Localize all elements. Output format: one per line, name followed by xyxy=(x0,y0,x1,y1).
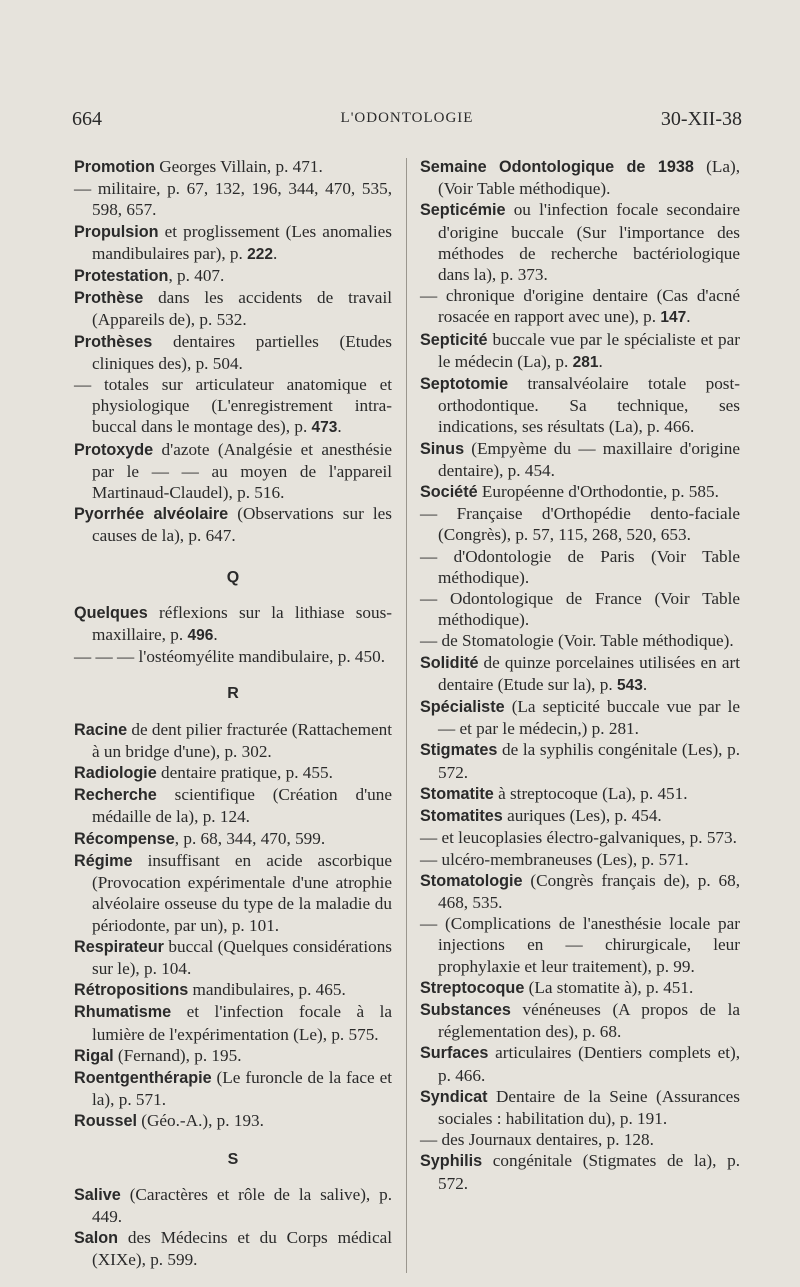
entry-text: — Française d'Orthopédie dento-faciale (Congrès), p. 57, 115, 268, 520, 653. xyxy=(420,504,740,545)
index-entry xyxy=(74,374,392,439)
page-number: 664 xyxy=(72,108,102,130)
index-entry xyxy=(74,936,392,979)
index-entry xyxy=(74,1045,392,1067)
entry-page-bold: 543 xyxy=(616,676,643,694)
entry-text: scientifique (Création d'une médaille de la), p. 124. xyxy=(92,785,392,827)
entry-text-after: . xyxy=(642,674,648,694)
index-entry xyxy=(420,1150,740,1193)
entry-page-bold: 222 xyxy=(247,245,273,263)
index-entry xyxy=(420,849,740,870)
entry-keyword: Salive xyxy=(74,1185,121,1204)
entry-keyword: Radiologie xyxy=(74,764,157,783)
entry-text: — chronique d'origine dentaire (Cas d'acné rosacée en rapport avec une), p. xyxy=(420,286,740,327)
entry-text: insuffisant en acide ascorbique (Provocation expérimentale d'une atrophie alvéolaire osseuse du type de la maladie du périodonte, par un), p. 101. xyxy=(92,850,392,935)
entry-text: — de Stomatologie (Voir. Table méthodique). xyxy=(420,631,734,651)
entry-text: — Odontologique de France (Voir Table méthodique). xyxy=(420,589,740,630)
index-entry xyxy=(420,977,740,999)
entry-text: auriques (Les), p. 454. xyxy=(502,806,662,826)
entry-keyword: Racine xyxy=(74,720,128,739)
entry-text: (Observations sur les causes de la), p. 647. xyxy=(92,504,392,546)
entry-text-after: . xyxy=(337,417,342,437)
entry-keyword: Semaine Odontologique de 1938 xyxy=(420,158,694,176)
entry-text: d'azote (Analgésie et anesthésie par le — — au moyen de l'appareil Martinaud-Claudel), p. 516. xyxy=(92,439,392,503)
index-entry xyxy=(420,739,740,782)
section-letter: Q xyxy=(226,568,240,586)
index-entry xyxy=(74,265,392,287)
entry-keyword: Surfaces xyxy=(420,1044,489,1063)
index-entry xyxy=(420,805,740,827)
index-entry xyxy=(74,1067,392,1110)
entry-text: (La stomatite à), p. 451. xyxy=(524,977,694,997)
entry-keyword: Stomatite xyxy=(420,784,494,803)
entry-keyword: Société xyxy=(420,483,478,502)
entry-keyword: Septotomie xyxy=(420,375,509,394)
index-entry xyxy=(74,762,392,784)
index-entry xyxy=(74,719,392,762)
index-entry xyxy=(74,503,392,546)
entry-text: congénitale (Stigmates de la), p. 572. xyxy=(438,1151,740,1193)
entry-keyword: Sinus xyxy=(420,439,465,458)
index-entry xyxy=(420,696,740,739)
index-entry xyxy=(420,630,740,651)
page-header xyxy=(72,108,742,138)
index-entry xyxy=(74,850,392,936)
index-entry xyxy=(74,646,392,667)
entry-text: dentaires partielles (Etudes cliniques des), p. 504. xyxy=(92,331,392,373)
entry-text: ou l'infection focale secondaire d'origine buccale (Sur l'importance des méthodes de recherche bactériologique dans la), p. 373. xyxy=(438,200,740,285)
index-entry xyxy=(74,979,392,1001)
entry-text: — et leucoplasies électro-galvaniques, p. 573. xyxy=(420,828,737,848)
entry-keyword: Roussel xyxy=(74,1112,137,1131)
entry-text: de dent pilier fracturée (Rattachement à un bridge d'une), p. 302. xyxy=(92,719,392,761)
entry-text: — des Journaux dentaires, p. 128. xyxy=(420,1130,654,1150)
entry-keyword: Prothèses xyxy=(74,332,153,351)
entry-text: (La), (Voir Table méthodique). xyxy=(438,157,741,199)
index-entry xyxy=(420,870,740,913)
index-entry xyxy=(74,287,392,330)
index-entry xyxy=(420,913,740,977)
entry-text-after: . xyxy=(213,625,218,645)
entry-text: (Fernand), p. 195. xyxy=(113,1045,242,1065)
index-entry xyxy=(74,1001,392,1044)
index-entry xyxy=(74,1184,392,1227)
entry-text: — totales sur articulateur anatomique et physiologique (L'enregistrement intra-buccal dans le montage des), p. xyxy=(74,375,392,437)
entry-text: réflexions sur la lithiase sous-maxillaire, p. xyxy=(92,602,392,645)
index-entry xyxy=(420,199,740,285)
index-entry xyxy=(420,503,740,545)
entry-keyword: Stigmates xyxy=(420,741,498,760)
entry-keyword: Stomatites xyxy=(420,807,503,826)
entry-text: Dentaire de la Seine (Assurances sociales : habilitation du), p. 191. xyxy=(438,1086,740,1128)
index-entry xyxy=(420,1129,740,1150)
entry-keyword: Pyorrhée alvéolaire xyxy=(74,505,229,524)
entry-text: — ulcéro-membraneuses (Les), p. 571. xyxy=(420,849,689,869)
entry-keyword: Protestation xyxy=(74,267,169,286)
index-entry xyxy=(420,588,740,630)
entry-text: vénéneuses (A propos de la réglementation des), p. 68. xyxy=(438,999,740,1042)
entry-text: mandibulaires, p. 465. xyxy=(188,980,346,1000)
entry-text: — — — l'ostéomyélite mandibulaire, p. 450. xyxy=(74,647,385,667)
section-letter: S xyxy=(227,1150,239,1168)
entry-page-bold: 147 xyxy=(660,309,687,327)
entry-keyword: Spécialiste xyxy=(420,698,505,717)
entry-text-after: . xyxy=(686,307,691,327)
entry-keyword: Septicité xyxy=(420,330,488,349)
entry-keyword: Streptocoque xyxy=(420,978,525,997)
entry-text: dans les accidents de travail (Appareils de), p. 532. xyxy=(92,288,392,330)
entry-text: (Congrès français de), p. 68, 468, 535. xyxy=(438,870,740,912)
entry-keyword: Quelques xyxy=(74,603,148,622)
entry-keyword: Substances xyxy=(420,1000,511,1019)
entry-page-bold: 473 xyxy=(311,419,338,437)
entry-text: , p. 407. xyxy=(168,266,225,286)
index-entry xyxy=(420,329,740,373)
running-title: L'ODONTOLOGIE xyxy=(340,110,474,126)
entry-keyword: Rhumatisme xyxy=(74,1003,172,1022)
entry-keyword: Prothèse xyxy=(74,289,144,308)
entry-keyword: Respirateur xyxy=(74,937,164,956)
entry-keyword: Propulsion xyxy=(74,222,159,241)
index-entry xyxy=(420,652,740,696)
entry-text: buccale vue par le spécialiste et par le médecin (La), p. xyxy=(438,329,740,371)
index-entry xyxy=(74,221,392,265)
entry-text: Européenne d'Orthodontie, p. 585. xyxy=(477,482,719,502)
index-entry xyxy=(420,156,740,199)
entry-keyword: Promotion xyxy=(74,158,155,176)
index-entry xyxy=(74,1227,392,1270)
entry-keyword: Salon xyxy=(74,1229,119,1248)
entry-keyword: Syndicat xyxy=(420,1087,488,1106)
entry-keyword: Recherche xyxy=(74,786,157,805)
entry-text: , p. 68, 344, 470, 599. xyxy=(174,828,326,848)
entry-text-after: . xyxy=(273,243,278,263)
index-entry xyxy=(420,1042,740,1085)
index-entry xyxy=(420,438,740,481)
index-entry xyxy=(420,783,740,805)
index-entry xyxy=(74,178,392,220)
entry-text: Georges Villain, p. 471. xyxy=(154,157,323,176)
index-entry xyxy=(74,331,392,374)
entry-keyword: Récompense xyxy=(74,829,175,848)
entry-text: (Empyème du — maxillaire d'origine dentaire), p. 454. xyxy=(438,438,740,480)
index-entry xyxy=(420,999,740,1042)
entry-text: (La septicité buccale vue par le — et par le médecin,) p. 281. xyxy=(438,697,740,739)
entry-text: et proglissement (Les anomalies mandibulaires par), p. xyxy=(92,221,392,263)
entry-text: à streptocoque (La), p. 451. xyxy=(493,783,688,803)
index-entry xyxy=(420,373,740,438)
index-entry xyxy=(74,784,392,827)
entry-text-after: . xyxy=(598,351,603,371)
entry-text: — militaire, p. 67, 132, 196, 344, 470, 535, 598, 657. xyxy=(74,179,392,220)
entry-text: de la syphilis congénitale (Les), p. 572. xyxy=(438,740,740,782)
entry-text: articulaires (Dentiers complets et), p. 466. xyxy=(438,1043,740,1085)
entry-keyword: Régime xyxy=(74,851,133,870)
entry-keyword: Septicémie xyxy=(420,201,506,220)
entry-keyword: Rigal xyxy=(74,1046,114,1065)
entry-page-bold: 281 xyxy=(572,353,599,371)
index-entry xyxy=(74,439,392,504)
section-letter: R xyxy=(227,685,239,703)
index-entry xyxy=(74,828,392,850)
index-entry xyxy=(420,546,740,588)
entry-text: (Le furoncle de la face et la), p. 571. xyxy=(92,1067,392,1110)
entry-keyword: Stomatologie xyxy=(420,871,523,890)
entry-page-bold: 496 xyxy=(187,627,214,645)
left-column xyxy=(74,156,392,1271)
entry-text: (Géo.-A.), p. 193. xyxy=(136,1111,264,1131)
index-entry xyxy=(74,156,392,178)
index-entry xyxy=(420,481,740,503)
entry-keyword: Protoxyde xyxy=(74,440,154,459)
entry-keyword: Solidité xyxy=(420,653,479,672)
entry-text: transalvéolaire totale post-orthodontique. Sa technique, ses indications, ses résultats (La), p. 466. xyxy=(438,374,740,437)
index-entry xyxy=(420,827,740,848)
column-divider xyxy=(406,158,407,1273)
entry-keyword: Roentgenthérapie xyxy=(74,1068,212,1087)
entry-keyword: Rétropositions xyxy=(74,981,189,1000)
entry-text: dentaire pratique, p. 455. xyxy=(156,763,333,783)
entry-text: (Caractères et rôle de la salive), p. 449. xyxy=(92,1184,392,1226)
entry-keyword: Syphilis xyxy=(420,1152,483,1171)
entry-text: buccal (Quelques considérations sur le), p. 104. xyxy=(92,936,392,978)
entry-text: des Médecins et du Corps médical (XIXe), p. 599. xyxy=(92,1228,392,1270)
index-entry xyxy=(74,1110,392,1132)
entry-text: — d'Odontologie de Paris (Voir Table méthodique). xyxy=(420,546,740,587)
index-entry xyxy=(74,602,392,646)
right-column xyxy=(420,156,740,1194)
entry-text: et l'infection focale à la lumière de l'expérimentation (Le), p. 575. xyxy=(92,1002,392,1044)
issue-date: 30-XII-38 xyxy=(660,108,742,130)
entry-text: — (Complications de l'anesthésie locale par injections en — chirurgicale, leur prophylaxie et leur traitement), p. 99. xyxy=(420,914,740,976)
entry-text: de quinze porcelaines utilisées en art dentaire (Etude sur la), p. xyxy=(438,652,740,694)
index-entry xyxy=(420,285,740,328)
index-entry xyxy=(420,1086,740,1129)
